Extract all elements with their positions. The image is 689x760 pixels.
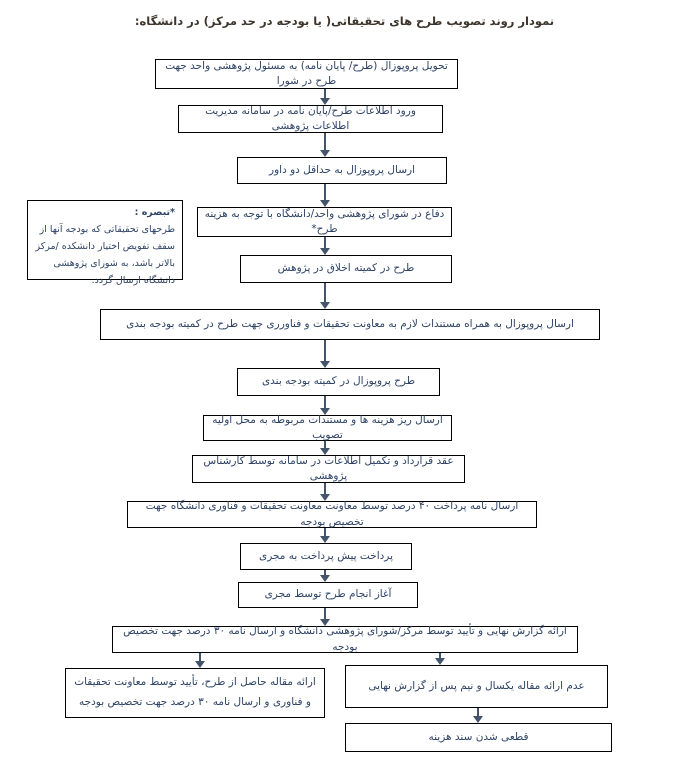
node-ethics-committee: طرح در کمیته اخلاق در پژوهش (240, 255, 452, 283)
node-deliver-proposal: تحویل پروپوزال (طرح/ پایان نامه) به مسئول پژوهشی واحد جهت طرح در شورا (155, 59, 458, 89)
node-start-project: آغاز انجام طرح توسط مجری (238, 582, 418, 608)
node-contract-completion: عقد قرارداد و تکمیل اطلاعات در سامانه توسط کارشناس پژوهشی (192, 455, 465, 483)
node-final-report-30: ارائه گزارش نهایی و تأیید توسط مرکز/شورای پژوهشی دانشگاه و ارسال نامه ۳۰ درصد جهت تخصیص بودجه (112, 626, 578, 653)
arrow-down-icon (324, 184, 326, 200)
arrow-down-icon (324, 340, 326, 361)
node-budget-committee: طرح پروپوزال در کمیته بودجه بندی (237, 368, 440, 396)
note-heading: *تبصره : (134, 207, 175, 218)
arrow-down-icon (324, 608, 326, 619)
node-payment-letter-40: ارسال نامه پرداخت ۴۰ درصد توسط معاونت معاونت تحقیقات و فناوری دانشگاه جهت تخصیص بودجه (127, 501, 537, 528)
arrow-down-icon (324, 237, 326, 248)
arrow-down-icon (324, 396, 326, 408)
arrow-down-left-branch-icon (199, 653, 201, 661)
note-box (27, 200, 183, 287)
node-enter-info-system: ورود اطلاعات طرح/پایان نامه در سامانه مدیریت اطلاعات پژوهشی (178, 105, 443, 133)
node-no-article: عدم ارائه مقاله یکسال و نیم پس از گزارش نهایی (345, 665, 608, 708)
arrow-down-icon (324, 89, 326, 98)
arrow-down-icon (324, 283, 326, 302)
arrow-down-icon (324, 133, 326, 150)
node-send-to-reviewers: ارسال پروپوزال به حداقل دو داور (237, 157, 447, 184)
note-body: طرحهای تحقیقاتی که بودجه آنها از سقف تفویض اختیار دانشکده /مرکز بالاتر باشد، به شورای پژوهشی دانشگاه ارسال گردد. (35, 224, 175, 287)
node-send-cost-details: ارسال ریز هزینه ها و مستندات مربوطه به محل اولیه تصویب (203, 415, 452, 441)
arrow-down-icon (324, 483, 326, 494)
arrow-down-icon (324, 570, 326, 575)
diagram-title: نمودار روند تصویب طرح های تحقیقاتی( یا بودجه در حد مرکز) در دانشگاه: (134, 14, 555, 28)
node-defense-council: دفاع در شورای پژوهشی واحد/دانشگاه با توجه به هزینه طرح* (197, 207, 452, 237)
arrow-down-icon (324, 528, 326, 536)
node-prepayment: پرداخت پیش پرداخت به مجری (240, 543, 412, 570)
node-article-submission: ارائه مقاله حاصل از طرح، تأیید توسط معاونت تحقیقات و فناوری و ارسال نامه ۳۰ درصد جهت تخصیص بودجه (65, 668, 325, 718)
node-send-to-vice-chancellor: ارسال پروپوزال به همراه مستندات لازم به معاونت تحقیقات و فناورری جهت طرح در کمیته بودجه بندی (100, 309, 600, 340)
arrow-down-icon (324, 441, 326, 448)
arrow-down-icon (477, 708, 479, 716)
node-final-cost-document: قطعی شدن سند هزینه (345, 723, 612, 752)
arrow-down-right-branch-icon (439, 653, 441, 658)
